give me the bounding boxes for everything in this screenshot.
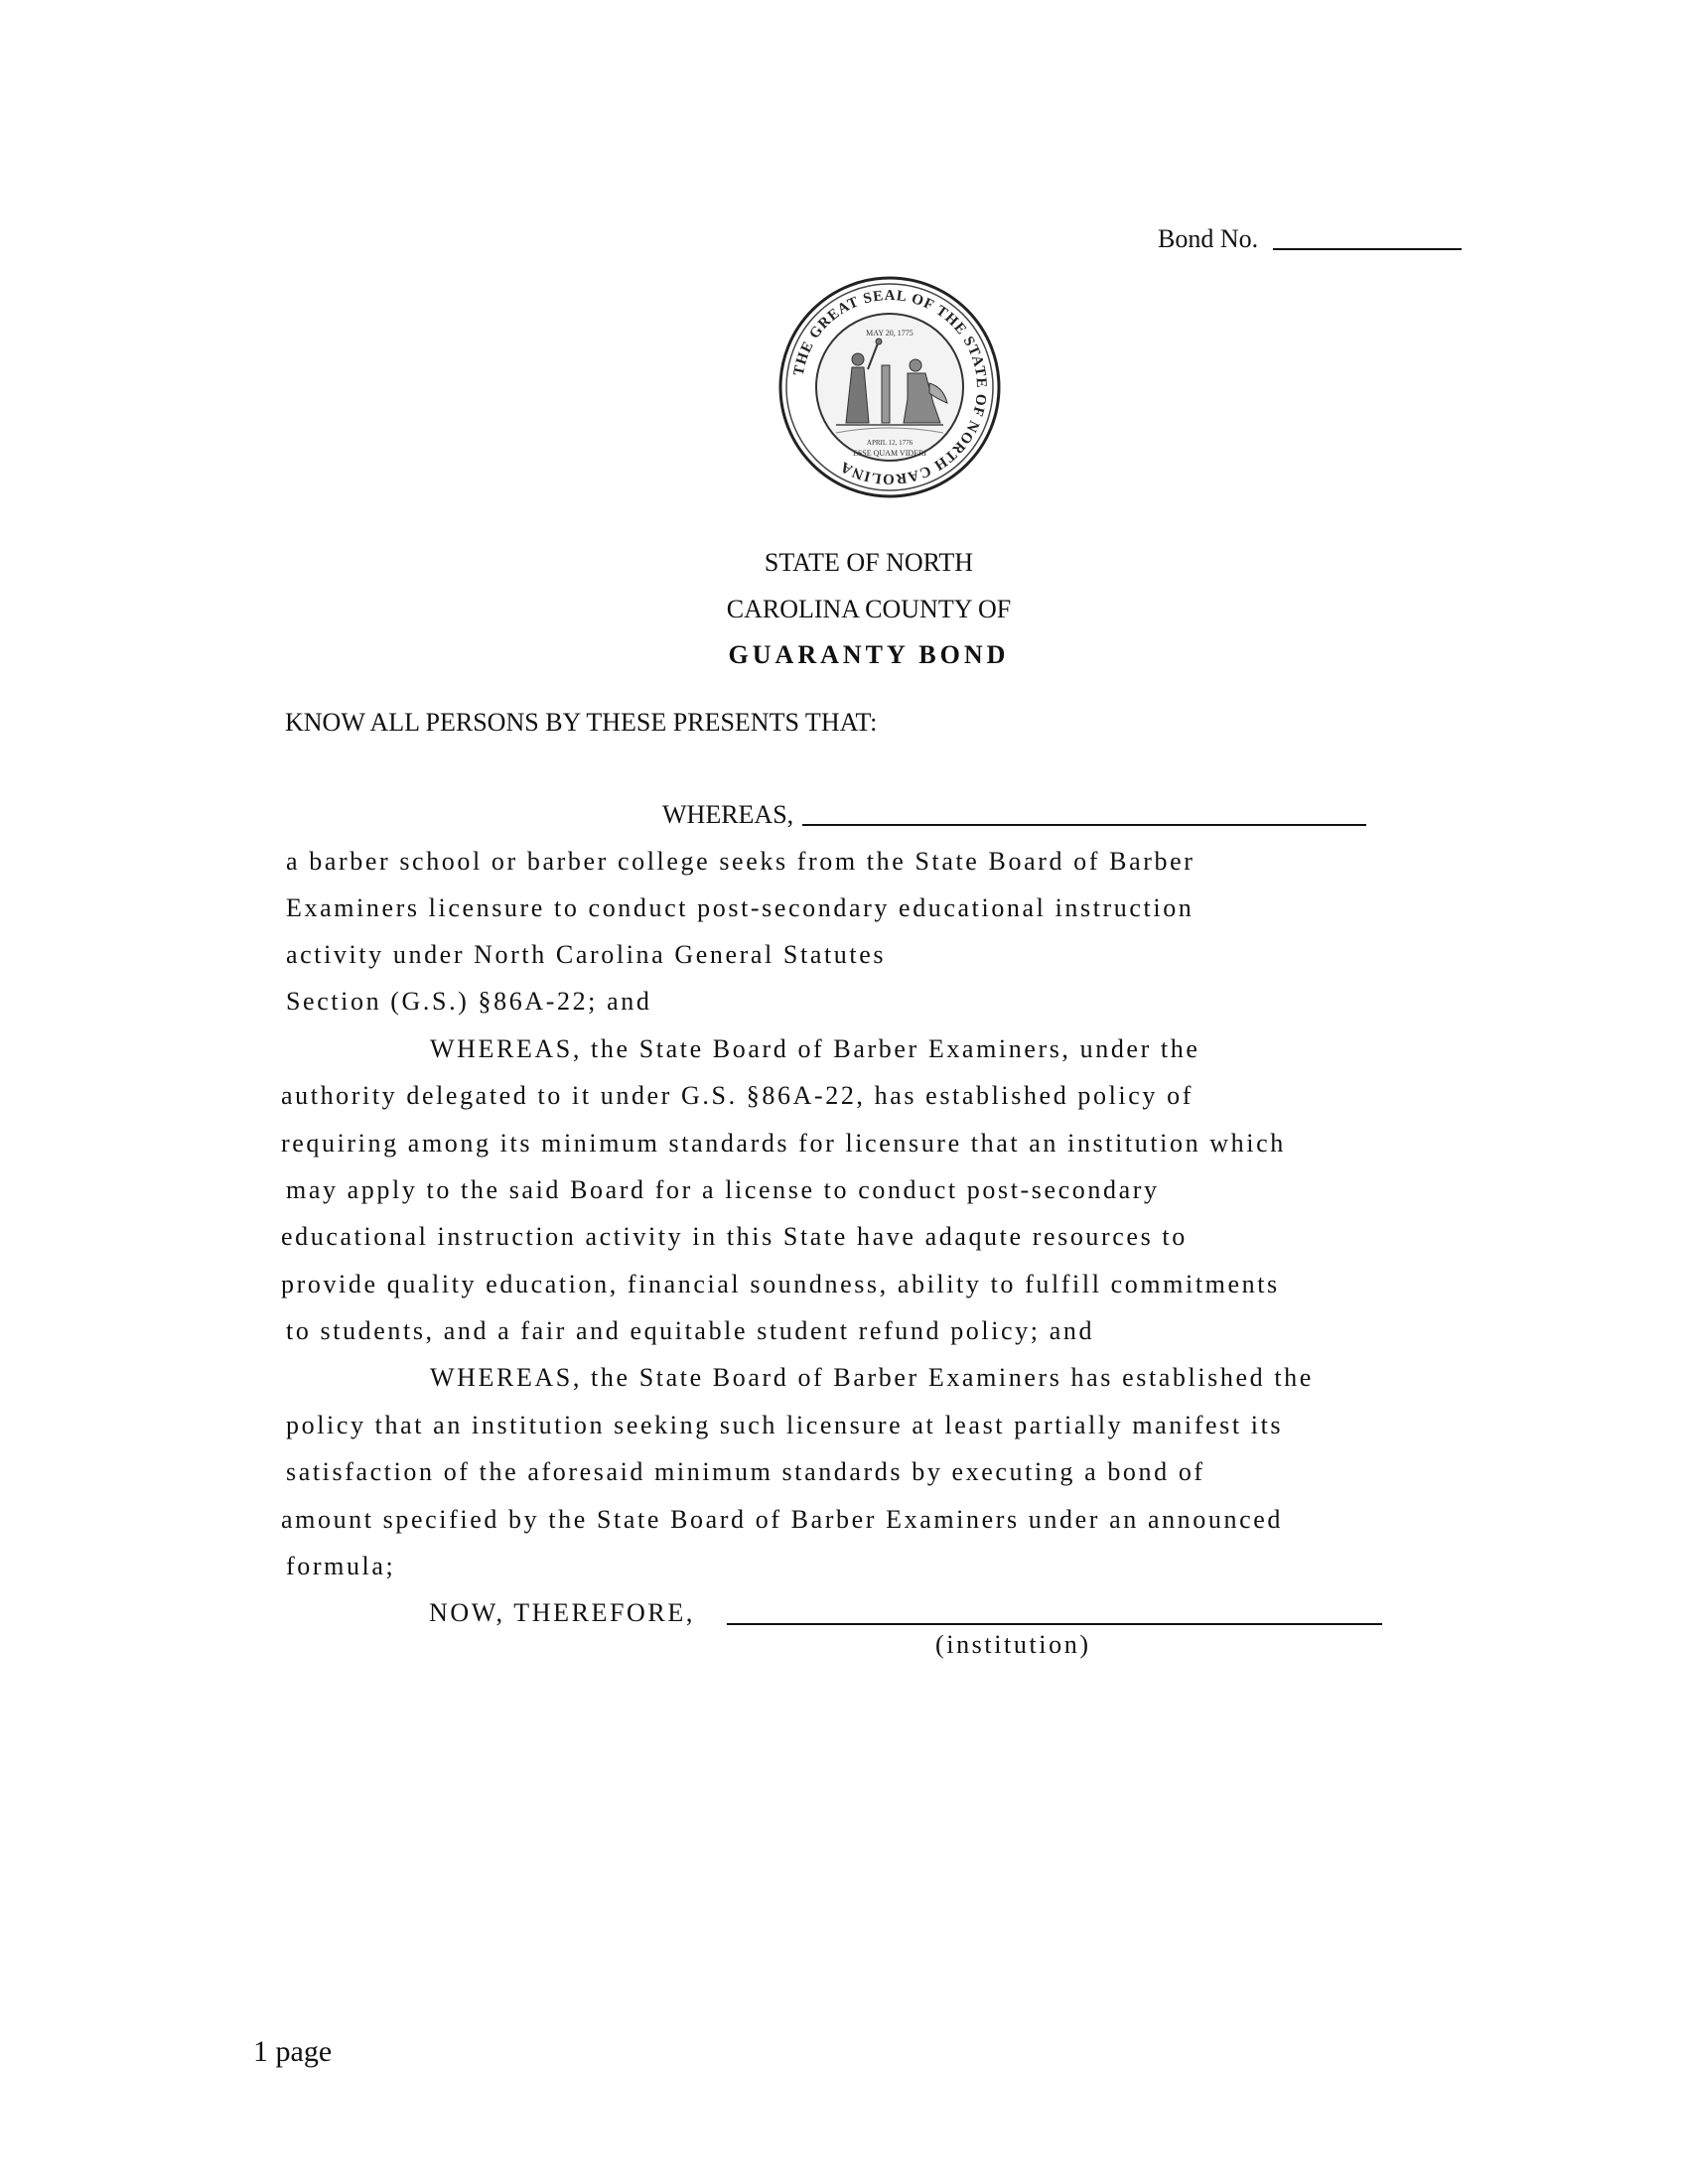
para1-line-2: Examiners licensure to conduct post-secondary educational instruction — [286, 893, 1195, 922]
whereas-party-field[interactable] — [802, 824, 1366, 826]
para2-line-3: requiring among its minimum standards for licensure that an institution which — [281, 1129, 1286, 1158]
document-title: GUARANTY BOND — [728, 640, 1010, 669]
bond-no-label: Bond No. — [1158, 224, 1259, 253]
now-therefore-label: NOW, THEREFORE, — [429, 1598, 695, 1627]
para3-line-5: formula; — [286, 1552, 396, 1580]
seal-motto: ESSE QUAM VIDERI — [852, 449, 927, 458]
heading-line-2: CAROLINA COUNTY OF — [726, 595, 1012, 623]
institution-caption: (institution) — [935, 1630, 1091, 1659]
para3-line-1: WHEREAS, the State Board of Barber Examiners has established the — [430, 1363, 1314, 1392]
para2-line-1: WHEREAS, the State Board of Barber Examiners, under the — [430, 1034, 1200, 1063]
whereas-label: WHEREAS, — [662, 800, 794, 829]
intro-line: KNOW ALL PERSONS BY THESE PRESENTS THAT: — [285, 708, 878, 737]
bond-no-field[interactable] — [1273, 248, 1462, 250]
page-number: 1 page — [253, 2035, 333, 2068]
para3-line-3: satisfaction of the aforesaid minimum standards by executing a bond of — [286, 1457, 1205, 1486]
para2-line-7: to students, and a fair and equitable student refund policy; and — [286, 1316, 1095, 1345]
para2-line-5: educational instruction activity in this State have adaqute resources to — [281, 1222, 1188, 1251]
para2-line-2: authority delegated to it under G.S. §86A-22, has established policy of — [281, 1081, 1194, 1110]
para2-line-4: may apply to the said Board for a license to conduct post-secondary — [286, 1175, 1160, 1204]
seal-date-bottom: APRIL 12, 1776 — [866, 439, 914, 447]
para2-line-6: provide quality education, financial soundness, ability to fulfill commitments — [281, 1270, 1280, 1298]
para1-line-4: Section (G.S.) §86A-22; and — [286, 987, 652, 1016]
para1-line-3: activity under North Carolina General Statutes — [286, 940, 887, 969]
para1-line-1: a barber school or barber college seeks from the State Board of Barber — [286, 847, 1196, 876]
institution-field[interactable] — [727, 1623, 1382, 1625]
para3-line-2: policy that an institution seeking such licensure at least partially manifest its — [286, 1411, 1284, 1439]
state-seal — [776, 274, 1003, 500]
seal-date-top: MAY 20, 1775 — [866, 329, 914, 338]
para3-line-4: amount specified by the State Board of Barber Examiners under an announced — [281, 1505, 1283, 1534]
seal-ring-text: THE GREAT SEAL OF THE STATE OF NORTH CAROLINA — [790, 287, 990, 487]
heading-line-1: STATE OF NORTH — [764, 548, 974, 577]
